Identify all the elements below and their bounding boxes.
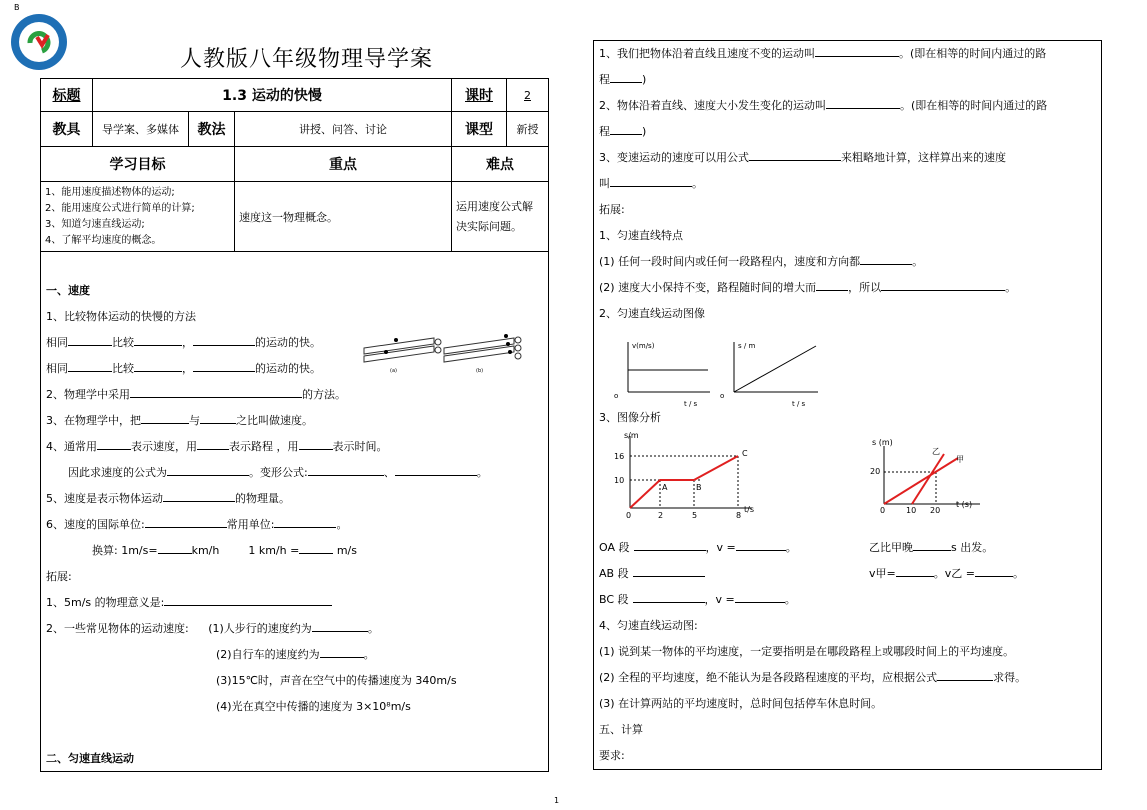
svg-text:s / m: s / m — [738, 342, 756, 350]
st-graph-jia-yi — [868, 436, 988, 516]
runners-figure — [356, 330, 536, 376]
svg-text:甲: 甲 — [956, 455, 964, 464]
corner-mark: B — [14, 3, 20, 12]
label-method: 教法 — [189, 112, 235, 147]
lesson-header-table — [40, 78, 549, 252]
svg-text:8: 8 — [736, 511, 742, 520]
svg-text:10: 10 — [906, 506, 917, 515]
svg-text:t (s): t (s) — [956, 500, 973, 509]
right-content-lower: OA 段 ，v = 。 乙比甲晚 s 出发。 AB 段 v甲= 。v乙 = 。 BC 段 ，v = 。 4、匀速直线运动图: (1) 说到某一物体的平均速度，一定要指明是在哪段路程上或哪段时间上的平均速度。 (2) 全程的平均速度，绝不能认为是各段路程速度的平均，应根据公式 求得。 (3) 在计算两站的平均速度时，总时间包括停车休息时间。 五、计算 要求: — [599, 541, 1027, 762]
svg-text:B: B — [696, 483, 702, 492]
svg-text:5: 5 — [692, 511, 698, 520]
svg-text:20: 20 — [930, 506, 941, 515]
svg-text:(a): (a) — [390, 368, 397, 374]
svg-text:o: o — [720, 392, 725, 400]
label-hours: 课时 — [452, 79, 507, 112]
svg-text:10: 10 — [614, 476, 625, 485]
svg-text:(b): (b) — [476, 368, 484, 374]
hours-value: 2 — [507, 79, 549, 112]
page-number: 1 — [554, 796, 560, 805]
svg-text:v(m/s): v(m/s) — [632, 342, 655, 350]
label-title: 标题 — [41, 79, 93, 112]
svg-text:t / s: t / s — [792, 400, 806, 408]
difficulty-value: 运用速度公式解 决实际问题。 — [452, 182, 549, 252]
document-title: 人教版八年级物理导学案 — [180, 47, 434, 72]
image-analysis-heading: 3、图像分析 — [599, 411, 661, 424]
method-value: 讲授、问答、讨论 — [235, 112, 452, 147]
st-graph-abc — [612, 430, 772, 520]
svg-text:t / s: t / s — [684, 400, 698, 408]
lesson-title: 1.3 运动的快慢 — [93, 79, 452, 112]
key-header: 重点 — [235, 147, 452, 182]
goals-list: 1、能用速度描述物体的运动; 2、能用速度公式进行简单的计算; 3、知道匀速直线运动; 4、了解平均速度的概念。 — [41, 182, 235, 252]
svg-text:16: 16 — [614, 452, 625, 461]
svg-text:C: C — [742, 449, 748, 458]
key-value: 速度这一物理概念。 — [235, 182, 452, 252]
tools-value: 导学案、多媒体 — [93, 112, 189, 147]
svg-text:s (m): s (m) — [872, 438, 893, 447]
svg-text:0: 0 — [880, 506, 886, 515]
right-content: 1、我们把物体沿着直线且速度不变的运动叫 。(即在相等的时间内通过的路 程 ) 2、物体沿着直线、速度大小发生变化的运动叫 。(即在相等的时间内通过的路 程 ) 3、变速运动的速度可以用公式 来粗略地计算，这样算出来的速度 叫 。 拓展: 1、匀速直线特点 (1) 任何一段时间内或任何一段路程内，速度和方向都 。 (2) 速度大小保持不变，路程随时间的增大而 ，所以 。 2、匀速直线运动图像 — [599, 47, 1048, 320]
left-content: 一、速度 1、比较物体运动的快慢的方法 相同 比较 ， 的运动的快。 相同 比较 ， 的运动的快。 2、物理学中采用 的方法。 3、在物理学中，把 与 之比叫做速度。 4、通常用 表示速度，用 表示路程 ，用 表示时间。 因此求速度的公式为 。变形公式: 、 。 5、速度是表示物体运动 的物理量。 6、速度的国际单位: 常用单位: 。 换算: 1m/s= km/h 1 km/h = m/s 拓展: 1、5m/s 的物理意义是: 2、一些常见物体的运动速度: (1)人步行的速度约为 。 (2)自行车的速度约为 。 (3)15℃时，声音在空气中的传播速度为 340m/s (4)光在真空中传播的速度为 3×10⁸m/s 二、匀速直线运动 — [46, 278, 546, 772]
svg-text:乙: 乙 — [932, 447, 940, 456]
svg-text:A: A — [662, 483, 668, 492]
svg-text:20: 20 — [870, 467, 881, 476]
svg-text:o: o — [614, 392, 619, 400]
school-logo-icon — [10, 13, 68, 71]
uniform-motion-graphs — [612, 336, 832, 412]
label-type: 课型 — [452, 112, 507, 147]
section-uniform-heading: 二、匀速直线运动 — [46, 752, 134, 765]
svg-text:t/s: t/s — [744, 505, 754, 514]
difficulty-header: 难点 — [452, 147, 549, 182]
goals-header: 学习目标 — [41, 147, 235, 182]
svg-text:0: 0 — [626, 511, 632, 520]
svg-text:2: 2 — [658, 511, 664, 520]
section-speed-heading: 一、速度 — [46, 284, 90, 297]
type-value: 新授 — [507, 112, 549, 147]
label-tools: 教具 — [41, 112, 93, 147]
svg-text:s/m: s/m — [624, 431, 639, 440]
